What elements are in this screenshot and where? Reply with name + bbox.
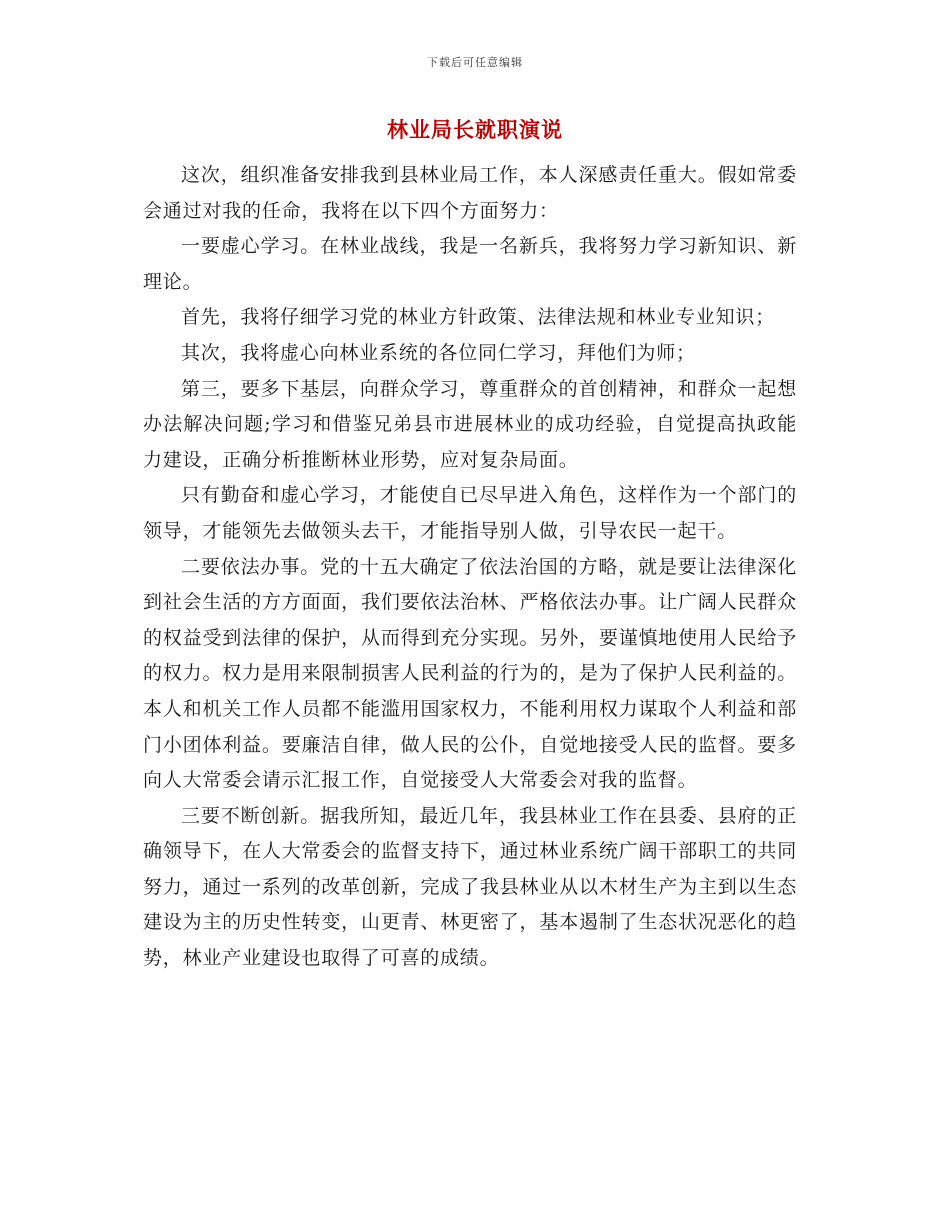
paragraph-point-one: 一要虚心学习。在林业战线，我是一名新兵，我将努力学习新知识、新理论。 [143,235,797,293]
document-title: 林业局长就职演说 [387,117,563,142]
paragraph-second: 其次，我将虚心向林业系统的各位同仁学习，拜他们为师； [181,341,696,364]
paragraph-intro: 这次，组织准备安排我到县林业局工作，本人深感责任重大。假如常委会通过对我的任命，我将在以下四个方面努力： [143,164,797,222]
paragraph-point-two: 二要依法办事。党的十五大确定了依法治国的方略，就是要让法律深化到社会生活的方方面面，我们要依法治林、严格依法办事。让广阔人民群众的权益受到法律的保护，从而得到充分实现。另外，要谨慎地使用人民给予的权力。权力是用来限制损害人民利益的行为的，是为了保护人民利益的。本人和机关工作人员都不能滥用国家权力，不能利用权力谋取个人利益和部门小团体利益。要廉洁自律，做人民的公仆，自觉地接受人民的监督。要多向人大常委会请示汇报工作，自觉接受人大常委会对我的监督。 [143,555,797,792]
document-body [143,158,797,977]
paragraph-point-three: 三要不断创新。据我所知，最近几年，我县林业工作在县委、县府的正确领导下，在人大常委会的监督支持下，通过林业系统广阔干部职工的共同努力，通过一系列的改革创新，完成了我县林业从以木材生产为主到以生态建设为主的历史性转变，山更青、林更密了，基本遏制了生态状况恶化的趋势，林业产业建设也取得了可喜的成绩。 [143,804,797,970]
paragraph-first: 首先，我将仔细学习党的林业方针政策、法律法规和林业专业知识； [181,306,776,329]
header-note: 下载后可任意编辑 [427,56,523,69]
paragraph-third: 第三，要多下基层，向群众学习，尊重群众的首创精神，和群众一起想办法解决问题;学习和借鉴兄弟县市进展林业的成功经验，自觉提高执政能力建设，正确分析推断林业形势，应对复杂局面。 [143,377,797,471]
paragraph-diligence: 只有勤奋和虚心学习，才能使自已尽早进入角色，这样作为一个部门的领导，才能领先去做领头去干，才能指导别人做，引导农民一起干。 [143,484,797,542]
